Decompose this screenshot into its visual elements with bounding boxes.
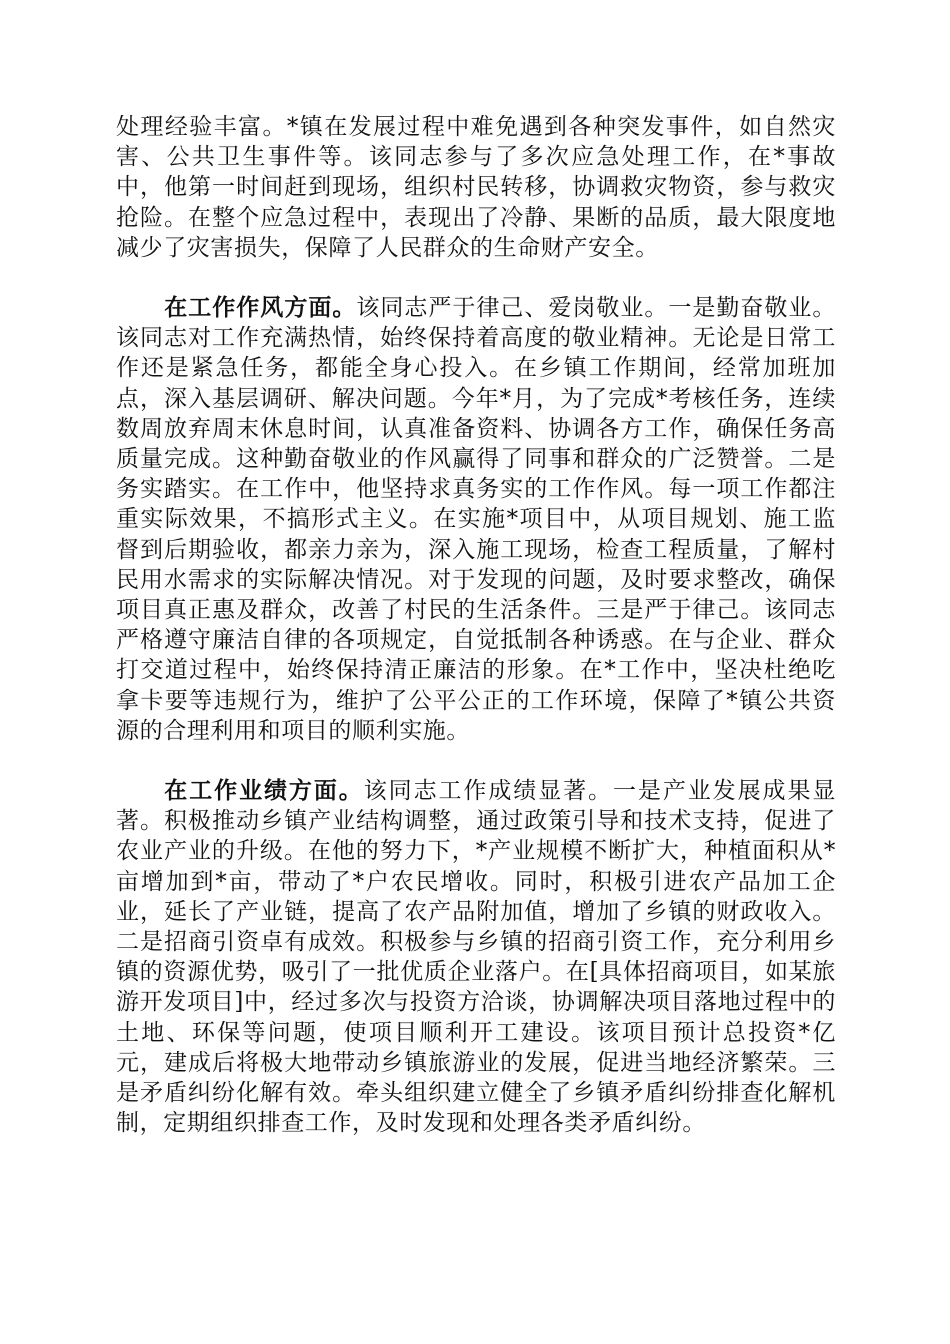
document-page [116, 112, 836, 1139]
paragraph-emergency-handling [116, 112, 836, 263]
paragraph-text: 该同志严于律己、爱岗敬业。一是勤奋敬业。该同志对工作充满热情，始终保持着高度的敬业精神。无论是日常工作还是紧急任务，都能全身心投入。在乡镇工作期间，经常加班加点，深入基层调研、解决问题。今年*月，为了完成*考核任务，连续数周放弃周末休息时间，认真准备资料、协调各方工作，确保任务高质量完成。这种勤奋敬业的作风赢得了同事和群众的广泛赞誉。二是务实踏实。在工作中，他坚持求真务实的工作作风。每一项工作都注重实际效果，不搞形式主义。在实施*项目中，从项目规划、施工监督到后期验收，都亲力亲为，深入施工现场，检查工程质量，了解村民用水需求的实际解决情况。对于发现的问题，及时要求整改，确保项目真正惠及群众，改善了村民的生活条件。三是严于律己。该同志严格遵守廉洁自律的各项规定，自觉抵制各种诱惑。在与企业、群众打交道过程中，始终保持清正廉洁的形象。在*工作中，坚决杜绝吃拿卡要等违规行为，维护了公平公正的工作环境，保障了*镇公共资源的合理利用和项目的顺利实施。 [116, 295, 836, 744]
paragraph-work-style [116, 293, 836, 746]
section-heading-work-performance: 在工作业绩方面。 [164, 777, 364, 805]
paragraph-text: 该同志工作成绩显著。一是产业发展成果显著。积极推动乡镇产业结构调整，通过政策引导和技术支持，促进了农业产业的升级。在他的努力下，*产业规模不断扩大，种植面积从*亩增加到*亩，带动了*户农民增收。同时，积极引进农产品加工企业，延长了产业链，提高了农产品附加值，增加了乡镇的财政收入。二是招商引资卓有成效。积极参与乡镇的招商引资工作，充分利用乡镇的资源优势，吸引了一批优质企业落户。在[具体招商项目，如某旅游开发项目]中，经过多次与投资方洽谈，协调解决项目落地过程中的土地、环保等问题，使项目顺利开工建设。该项目预计总投资*亿元，建成后将极大地带动乡镇旅游业的发展，促进当地经济繁荣。三是矛盾纠纷化解有效。牵头组织建立健全了乡镇矛盾纠纷排查化解机制，定期组织排查工作，及时发现和处理各类矛盾纠纷。 [116, 778, 836, 1137]
paragraph-text: 处理经验丰富。*镇在发展过程中难免遇到各种突发事件，如自然灾害、公共卫生事件等。该同志参与了多次应急处理工作，在*事故中，他第一时间赶到现场，组织村民转移，协调救灾物资，参与救灾抢险。在整个应急过程中，表现出了冷静、果断的品质，最大限度地减少了灾害损失，保障了人民群众的生命财产安全。 [116, 114, 836, 261]
paragraph-work-performance [116, 776, 836, 1138]
section-heading-work-style: 在工作作风方面。 [164, 294, 357, 322]
